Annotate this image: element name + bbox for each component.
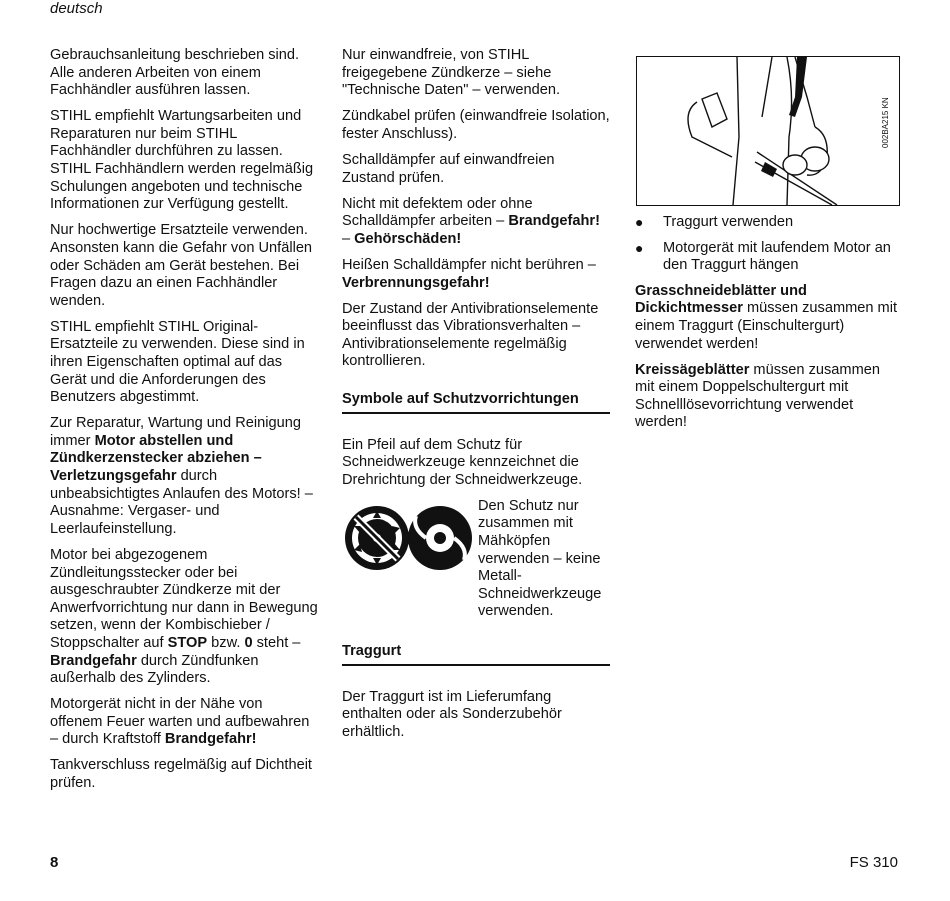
- warning-text: Motor abstellen und Zündkerzenstecker abziehen – Verletzungsgefahr: [50, 432, 262, 485]
- section-heading-symbols: Symbole auf Schutzvorrichtungen: [342, 391, 610, 414]
- section-heading-traggurt: Traggurt: [342, 643, 610, 666]
- text-run: Heißen Schalldämpfer nicht berühren –: [342, 256, 596, 273]
- paragraph: Der Zustand der Antivibrationselemente beeinflusst das Vibrationsverhalten – Antivibrationselemente regelmäßig kontrollieren.: [342, 300, 599, 370]
- page-number: 8: [50, 854, 59, 871]
- person-with-harness-figure: [637, 57, 899, 205]
- text-run: durch unbeabsichtigtes Anlaufen des Motors! – Ausnahme: Vergaser- und Leerlaufeinstellung.: [50, 468, 313, 537]
- paragraph: Nur einwandfreie, von STIHL freigegebene Zündkerze – siehe "Technische Daten" – verwenden.: [342, 47, 561, 99]
- text-run: Motor bei abgezogenem Zündleitungsstecker oder bei ausgeschraubter Zündkerze mit der Anwerfvorrichtung nur dann in Bewegung setzen, wenn der Kombischieber / Stoppschalter auf: [50, 546, 318, 651]
- text-run: –: [342, 230, 355, 247]
- paragraph: [50, 696, 318, 749]
- guard-symbol-row: [342, 498, 610, 621]
- text-run: Nicht mit defektem oder ohne Schalldämpfer arbeiten –: [342, 195, 533, 230]
- guard-symbols-figure: [342, 498, 472, 578]
- warning-text: Brandgefahr!: [508, 213, 600, 230]
- list-item-text: Motorgerät mit laufendem Motor an den Traggurt hängen: [663, 239, 891, 274]
- paragraph: Schalldämpfer auf einwandfreien Zustand prüfen.: [342, 151, 555, 186]
- paragraph: Der Traggurt ist im Lieferumfang enthalten oder als Sonderzubehör erhältlich.: [342, 688, 562, 740]
- bullet-dot-icon: ●: [635, 214, 644, 230]
- warning-text: Gehörschäden!: [354, 230, 462, 247]
- text-run: müssen zusammen mit einem Traggurt (Einschultergurt) verwendet werden!: [635, 300, 897, 352]
- emphasis-text: 0: [244, 634, 253, 651]
- paragraph: [50, 415, 318, 538]
- no-metal-blade-symbol-icon: [345, 506, 409, 570]
- paragraph: [342, 257, 610, 292]
- paragraph: [635, 362, 903, 432]
- text-run: steht –: [252, 634, 301, 651]
- model-label: FS 310: [849, 854, 898, 871]
- column-1: [50, 47, 318, 801]
- harness-illustration: [636, 56, 900, 206]
- paragraph: Ein Pfeil auf dem Schutz für Schneidwerkzeuge kennzeichnet die Drehrichtung der Schneidwerkzeuge.: [342, 436, 583, 488]
- list-item: [635, 240, 903, 275]
- paragraph: [635, 283, 903, 353]
- paragraph: Zündkabel prüfen (einwandfreie Isolation, fester Anschluss).: [342, 108, 610, 142]
- language-label: deutsch: [50, 0, 103, 17]
- text-run: bzw.: [207, 634, 245, 651]
- paragraph: Tankverschluss regelmäßig auf Dichtheit prüfen.: [50, 757, 312, 792]
- list-item: [635, 214, 903, 232]
- paragraph: STIHL empfiehlt STIHL Original-Ersatzteile zu verwenden. Diese sind in ihren Eigenschaften optimal auf das Gerät und die Anforderungen des Benutzers abgestimmt.: [50, 318, 305, 406]
- warning-text: Brandgefahr!: [164, 731, 257, 748]
- paragraph: [342, 196, 610, 249]
- column-2: [342, 47, 610, 750]
- paragraph: Den Schutz nur zusammen mit Mähköpfen verwenden – keine Metall-Schneidwerkzeuge verwenden.: [478, 497, 602, 620]
- paragraph: Nur hochwertige Ersatzteile verwenden. Ansonsten kann die Gefahr von Unfällen oder Schäden am Gerät bestehen. Bei Fragen dazu an einen Fachhändler wenden.: [50, 222, 313, 309]
- text-run: Zur Reparatur, Wartung und Reinigung immer: [50, 415, 301, 449]
- text-run: durch Zündfunken außerhalb des Zylinders.: [50, 652, 259, 687]
- text-run: Motorgerät nicht in der Nähe von offenem Feuer warten und aufbewahren – durch Kraftstoff: [50, 696, 310, 748]
- list-item-text: Traggurt verwenden: [663, 214, 794, 230]
- emphasis-text: Grasschneideblätter und Dickichtmesser: [635, 282, 807, 317]
- paragraph: [50, 547, 318, 688]
- warning-text: Brandgefahr: [50, 652, 137, 669]
- text-run: müssen zusammen mit einem Doppelschultergurt mit Schnelllösevorrichtung verwendet werden!: [635, 361, 880, 431]
- emphasis-text: Kreissägeblätter: [635, 361, 750, 378]
- bullet-dot-icon: ●: [635, 239, 644, 256]
- emphasis-text: STOP: [167, 634, 208, 651]
- mowing-head-symbol-icon: [408, 506, 472, 570]
- figure-code: 002BA215 KN: [881, 97, 890, 148]
- warning-text: Verbrennungsgefahr!: [342, 274, 490, 291]
- column-3: [635, 214, 903, 441]
- paragraph: STIHL empfiehlt Wartungsarbeiten und Reparaturen nur beim STIHL Fachhändler durchführen zu lassen. STIHL Fachhändlern werden regelmäßig Schulungen angeboten und technische Informationen zur Verfügung gestellt.: [50, 108, 314, 213]
- paragraph: Gebrauchsanleitung beschrieben sind. Alle anderen Arbeiten von einem Fachhändler ausführen lassen.: [50, 47, 300, 99]
